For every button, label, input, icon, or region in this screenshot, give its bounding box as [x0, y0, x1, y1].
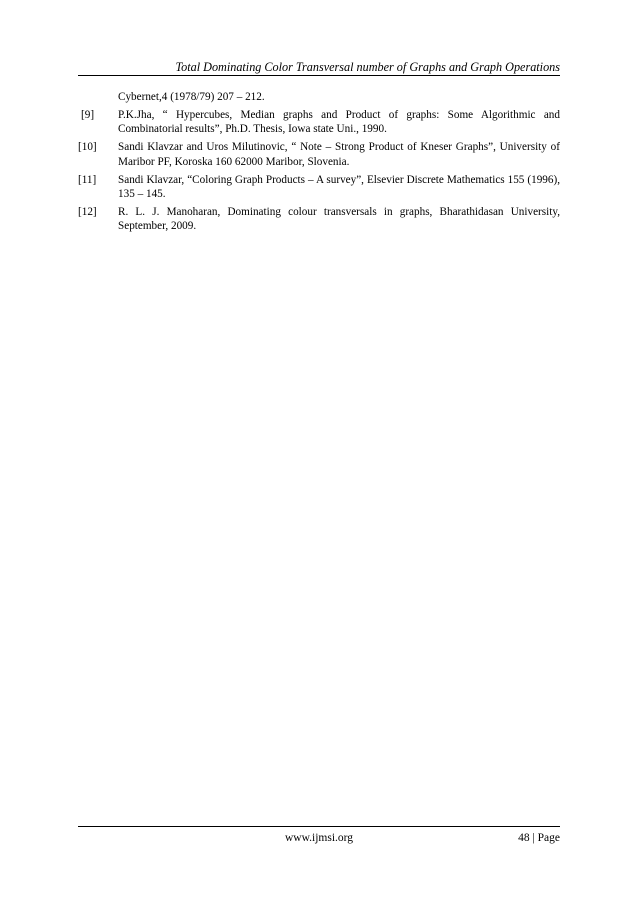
running-header: Total Dominating Color Transversal number of Graphs and Graph Operations: [175, 60, 560, 74]
reference-list: [78, 90, 560, 237]
footer-site-url: www.ijmsi.org: [284, 832, 354, 844]
footer-divider: [78, 826, 560, 827]
reference-item: [78, 205, 560, 234]
reference-number: [9]: [81, 108, 95, 121]
reference-text: Sandi Klavzar and Uros Milutinovic, “ Note – Strong Product of Kneser Graphs”, University of Maribor PF, Koroska 160 62000 Maribor, Slovenia.: [118, 141, 560, 168]
reference-text: Cybernet,4 (1978/79) 207 – 212.: [118, 91, 265, 103]
reference-item: [78, 140, 560, 169]
reference-text: P.K.Jha, “ Hypercubes, Median graphs and Product of graphs: Some Algorithmic and Combinatorial results”, Ph.D. Thesis, Iowa state Uni., 1990.: [118, 108, 560, 136]
reference-number: [10]: [78, 141, 97, 154]
reference-item: [78, 90, 560, 104]
reference-item: [78, 108, 560, 137]
footer-page-number: 48 | Page: [518, 832, 560, 844]
reference-item: [78, 173, 560, 202]
reference-number: [11]: [78, 173, 97, 186]
reference-text: Sandi Klavzar, “Coloring Graph Products – A survey”, Elsevier Discrete Mathematics 155 (1996), 135 – 145.: [118, 173, 560, 200]
reference-text: R. L. J. Manoharan, Dominating colour transversals in graphs, Bharathidasan University, September, 2009.: [118, 205, 560, 233]
header-divider: [78, 75, 560, 76]
reference-number: [78, 90, 118, 104]
reference-number: [12]: [78, 205, 97, 218]
